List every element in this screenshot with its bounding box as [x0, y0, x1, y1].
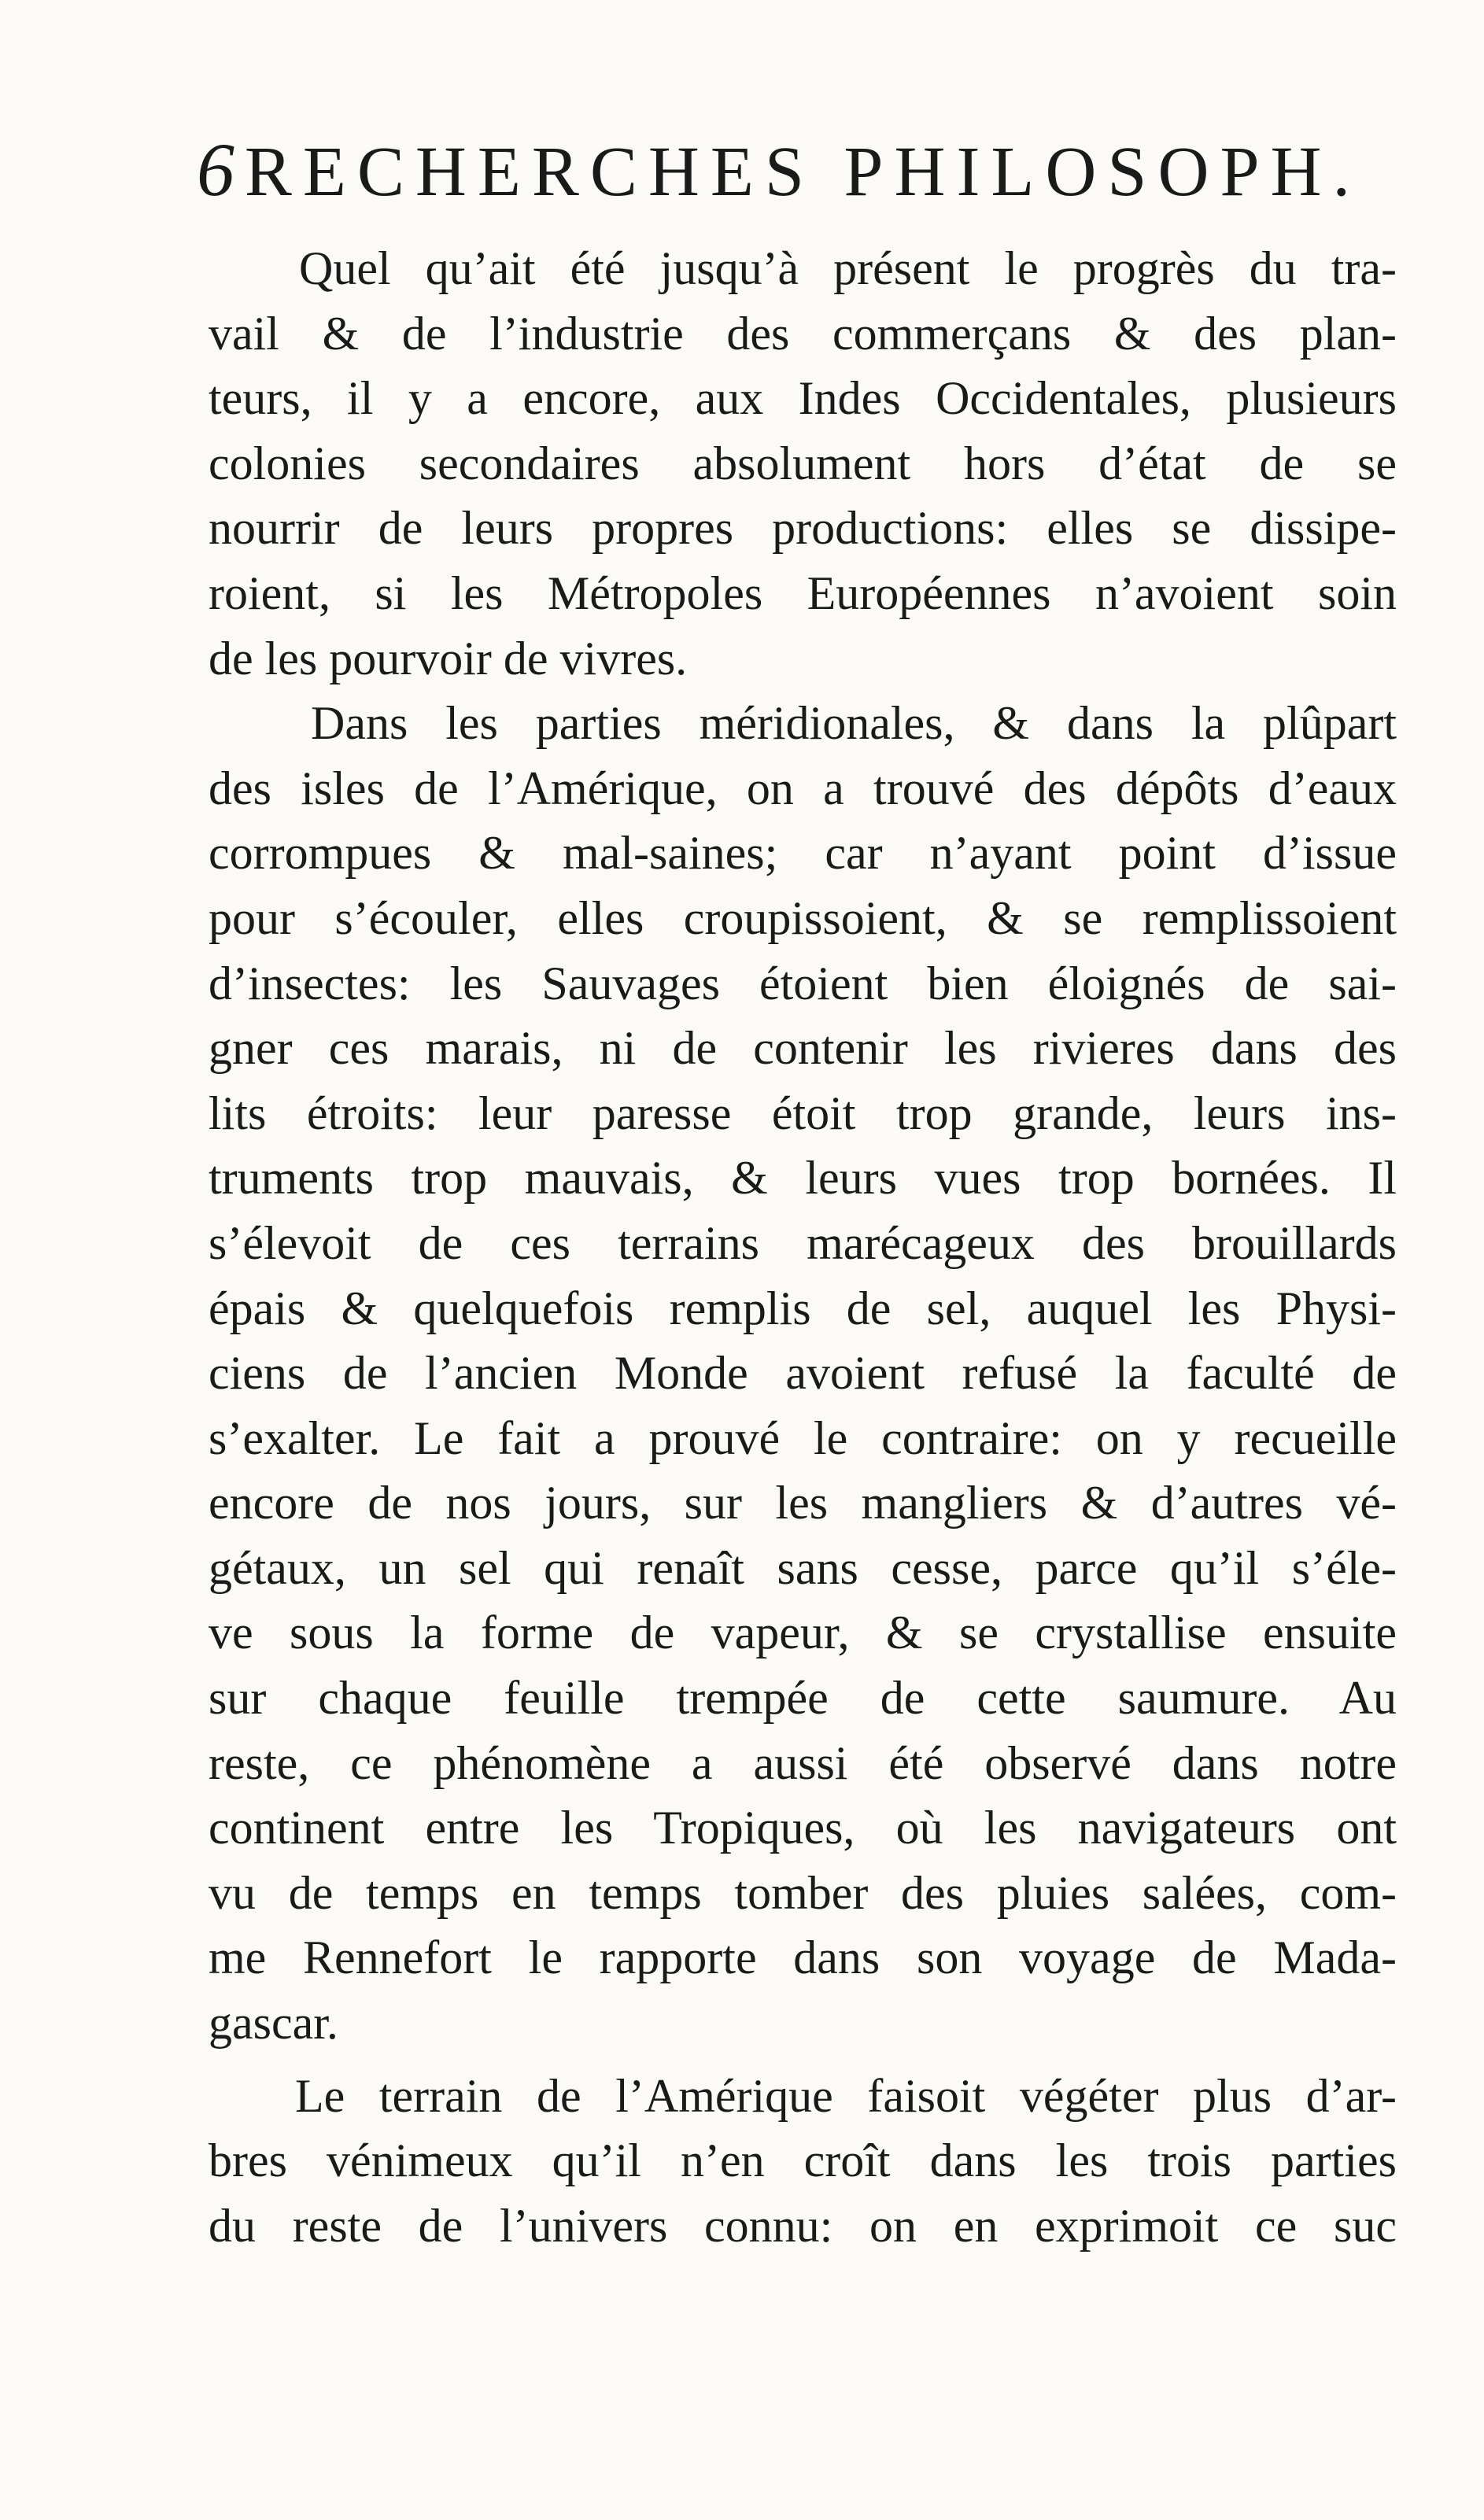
text-line: épais & quelquefois remplis de sel, auquel les Physi- — [209, 1282, 1397, 1334]
page-header — [197, 126, 1361, 220]
paragraph-1 — [209, 236, 1397, 691]
text-line: reste, ce phénomène a aussi été observé dans notre — [209, 1736, 1397, 1789]
text-line: nourrir de leurs propres productions: elles se dissipe- — [209, 502, 1397, 555]
text-line: lits étroits: leur paresse étoit trop grande, leurs ins- — [209, 1087, 1397, 1139]
text-line: des isles de l’Amérique, on a trouvé des dépôts d’eaux — [209, 762, 1397, 814]
text-line: encore de nos jours, sur les mangliers & d’autres vé- — [209, 1477, 1397, 1529]
paragraph-3 — [209, 2064, 1397, 2259]
text-line: de les pourvoir de vivres. — [209, 632, 688, 684]
text-line: gascar. — [209, 1997, 338, 2050]
text-line: ciens de l’ancien Monde avoient refusé la faculté de — [209, 1347, 1397, 1400]
text-line: gner ces marais, ni de contenir les rivieres dans des — [209, 1022, 1397, 1075]
text-line: sur chaque feuille trempée de cette saumure. Au — [209, 1672, 1397, 1725]
text-line: du reste de l’univers connu: on en exprimoit ce suc — [209, 2199, 1397, 2252]
text-line: ve sous la forme de vapeur, & se crystallise ensuite — [209, 1607, 1397, 1659]
text-line: s’élevoit de ces terrains marécageux des brouillards — [209, 1216, 1397, 1269]
paragraph-2 — [209, 691, 1397, 2055]
text-line: s’exalter. Le fait a prouvé le contraire: on y recueille — [209, 1411, 1397, 1464]
text-line: truments trop mauvais, & leurs vues trop bornées. Il — [209, 1152, 1397, 1205]
text-line: roient, si les Métropoles Européennes n’avoient soin — [209, 566, 1397, 619]
text-line: Quel qu’ait été jusqu’à présent le progrès du tra- — [299, 242, 1397, 294]
text-line: vail & de l’industrie des commerçans & des plan- — [209, 307, 1397, 360]
text-line: d’insectes: les Sauvages étoient bien éloignés de sai- — [209, 957, 1397, 1009]
page-number: 6 — [197, 127, 234, 212]
text-line: bres vénimeux qu’il n’en croît dans les trois parties — [209, 2134, 1397, 2187]
text-line: corrompues & mal-saines; car n’ayant point d’issue — [209, 827, 1397, 880]
text-line: teurs, il y a encore, aux Indes Occidentales, plusieurs — [209, 372, 1397, 425]
text-line: Dans les parties méridionales, & dans la plûpart — [311, 697, 1397, 750]
text-line: gétaux, un sel qui renaît sans cesse, parce qu’il s’éle- — [209, 1541, 1397, 1594]
text-line: continent entre les Tropiques, où les navigateurs ont — [209, 1802, 1397, 1854]
body-text — [209, 236, 1397, 2258]
text-line: me Rennefort le rapporte dans son voyage de Mada- — [209, 1932, 1397, 1984]
running-title: RECHERCHES PHILOSOPH. — [244, 133, 1361, 211]
text-line: Le terrain de l’Amérique faisoit végéter plus d’ar- — [295, 2069, 1397, 2122]
text-line: pour s’écouler, elles croupissoient, & se remplissoient — [209, 891, 1397, 944]
text-line: colonies secondaires absolument hors d’état de se — [209, 437, 1397, 489]
text-line: vu de temps en temps tomber des pluies salées, com- — [209, 1866, 1397, 1919]
